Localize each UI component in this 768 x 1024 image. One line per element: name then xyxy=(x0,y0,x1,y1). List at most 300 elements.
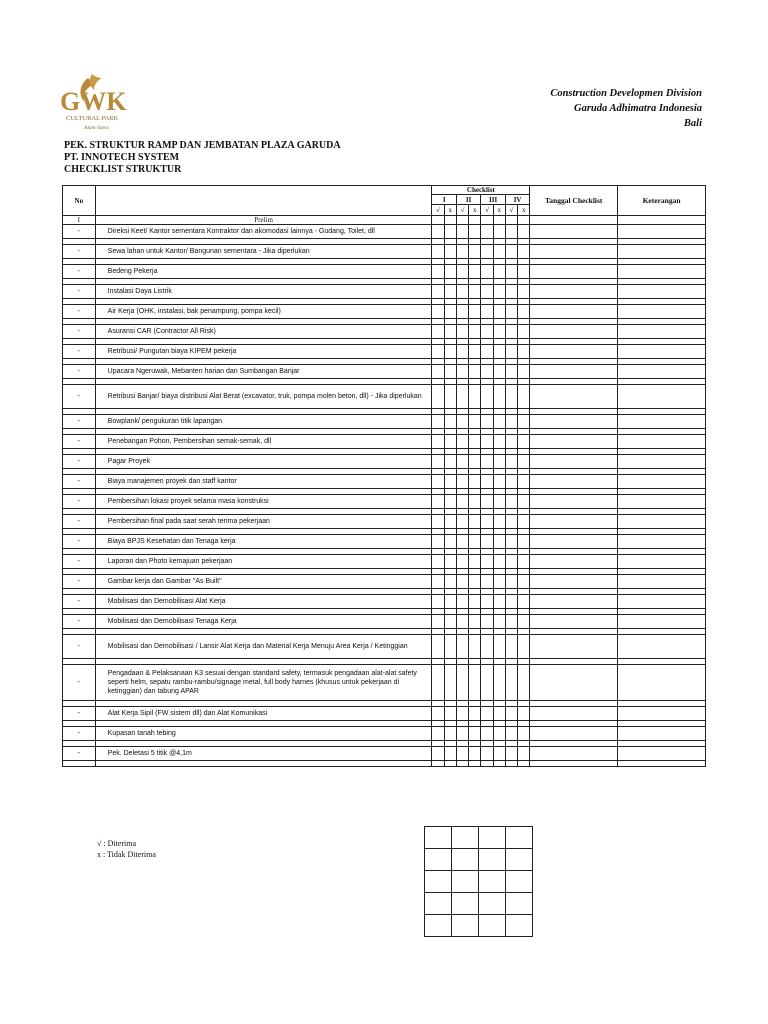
notes-cell[interactable] xyxy=(618,575,706,589)
date-cell[interactable] xyxy=(530,727,618,741)
accept-check-cell[interactable] xyxy=(505,345,517,359)
accept-check-cell[interactable] xyxy=(505,265,517,279)
accept-check-cell[interactable] xyxy=(456,225,468,239)
reject-check-cell[interactable] xyxy=(469,245,481,259)
accept-check-cell[interactable] xyxy=(505,535,517,549)
accept-check-cell[interactable] xyxy=(456,385,468,409)
item-number: - xyxy=(63,365,96,379)
reject-check-cell[interactable] xyxy=(518,225,530,239)
reject-check-cell[interactable] xyxy=(518,727,530,741)
reject-check-cell[interactable] xyxy=(518,345,530,359)
reject-check-cell[interactable] xyxy=(469,285,481,299)
accept-check-cell[interactable] xyxy=(456,435,468,449)
item-number: - xyxy=(63,245,96,259)
accept-check-cell[interactable] xyxy=(505,475,517,489)
accept-check-cell[interactable] xyxy=(505,575,517,589)
accept-check-cell[interactable] xyxy=(505,635,517,659)
reject-check-cell[interactable] xyxy=(518,435,530,449)
date-cell[interactable] xyxy=(530,575,618,589)
item-description: Pek. Deletasi 5 titik @4,1m xyxy=(95,747,432,761)
accept-check-cell[interactable] xyxy=(505,365,517,379)
reject-check-cell[interactable] xyxy=(493,225,505,239)
notes-cell[interactable] xyxy=(618,325,706,339)
accept-check-cell[interactable] xyxy=(481,515,493,529)
date-cell[interactable] xyxy=(530,475,618,489)
header-date: Tanggal Checklist xyxy=(530,186,618,216)
reject-check-cell[interactable] xyxy=(493,475,505,489)
accept-check-cell[interactable] xyxy=(456,575,468,589)
notes-cell[interactable] xyxy=(618,475,706,489)
accept-check-cell[interactable] xyxy=(456,635,468,659)
spacer-cell xyxy=(481,761,493,767)
reject-check-cell[interactable] xyxy=(469,345,481,359)
accept-check-cell[interactable] xyxy=(505,325,517,339)
reject-check-cell[interactable] xyxy=(518,365,530,379)
accept-check-cell[interactable] xyxy=(432,305,444,319)
accept-check-cell[interactable] xyxy=(505,747,517,761)
date-cell[interactable] xyxy=(530,365,618,379)
reject-check-cell[interactable] xyxy=(444,515,456,529)
accept-check-cell[interactable] xyxy=(481,595,493,609)
item-description: Instalasi Daya Listrik xyxy=(95,285,432,299)
accept-check-cell[interactable] xyxy=(481,305,493,319)
notes-cell[interactable] xyxy=(618,455,706,469)
accept-check-cell[interactable] xyxy=(481,707,493,721)
accept-check-cell[interactable] xyxy=(456,555,468,569)
reject-check-cell[interactable] xyxy=(444,415,456,429)
reject-check-cell[interactable] xyxy=(493,285,505,299)
accept-check-cell[interactable] xyxy=(505,515,517,529)
reject-check-cell[interactable] xyxy=(444,495,456,509)
accept-check-cell[interactable] xyxy=(481,325,493,339)
reject-check-cell[interactable] xyxy=(493,575,505,589)
date-cell[interactable] xyxy=(530,615,618,629)
accept-check-cell[interactable] xyxy=(505,435,517,449)
accept-check-cell[interactable] xyxy=(505,225,517,239)
accept-check-cell[interactable] xyxy=(481,475,493,489)
reject-check-cell[interactable] xyxy=(469,555,481,569)
reject-check-cell[interactable] xyxy=(469,595,481,609)
accept-check-cell[interactable] xyxy=(481,665,493,701)
signature-cell[interactable] xyxy=(452,915,479,937)
spacer-cell xyxy=(493,761,505,767)
reject-check-cell[interactable] xyxy=(469,575,481,589)
accept-check-cell[interactable] xyxy=(456,365,468,379)
accept-check-cell[interactable] xyxy=(481,225,493,239)
accept-check-cell[interactable] xyxy=(432,635,444,659)
reject-check-cell[interactable] xyxy=(493,495,505,509)
accept-check-cell[interactable] xyxy=(481,385,493,409)
accept-check-cell[interactable] xyxy=(481,245,493,259)
notes-cell[interactable] xyxy=(618,615,706,629)
date-cell[interactable] xyxy=(530,325,618,339)
signature-cell[interactable] xyxy=(452,871,479,893)
reject-check-cell[interactable] xyxy=(493,455,505,469)
accept-check-cell[interactable] xyxy=(432,535,444,549)
reject-check-cell[interactable] xyxy=(518,265,530,279)
signature-cell[interactable] xyxy=(479,827,506,849)
item-number: - xyxy=(63,345,96,359)
accept-check-cell[interactable] xyxy=(505,415,517,429)
date-cell[interactable] xyxy=(530,515,618,529)
reject-check-cell[interactable] xyxy=(493,747,505,761)
accept-check-cell[interactable] xyxy=(456,495,468,509)
accept-check-cell[interactable] xyxy=(481,455,493,469)
reject-check-cell[interactable] xyxy=(444,475,456,489)
signature-cell[interactable] xyxy=(452,893,479,915)
accept-check-cell[interactable] xyxy=(432,575,444,589)
reject-check-cell[interactable] xyxy=(493,555,505,569)
accept-check-cell[interactable] xyxy=(481,615,493,629)
reject-check-cell[interactable] xyxy=(493,265,505,279)
accept-check-cell[interactable] xyxy=(456,415,468,429)
reject-check-cell[interactable] xyxy=(493,727,505,741)
signature-cell[interactable] xyxy=(479,893,506,915)
accept-check-cell[interactable] xyxy=(432,455,444,469)
date-cell[interactable] xyxy=(530,225,618,239)
location: Bali xyxy=(683,118,702,129)
accept-check-cell[interactable] xyxy=(432,245,444,259)
date-cell[interactable] xyxy=(530,455,618,469)
accept-check-cell[interactable] xyxy=(432,515,444,529)
reject-check-cell[interactable] xyxy=(444,595,456,609)
accept-check-cell[interactable] xyxy=(456,265,468,279)
accept-check-cell[interactable] xyxy=(432,495,444,509)
checklist-item-row xyxy=(63,265,706,279)
reject-check-cell[interactable] xyxy=(469,265,481,279)
reject-check-cell[interactable] xyxy=(518,385,530,409)
notes-cell[interactable] xyxy=(618,245,706,259)
legend xyxy=(97,838,156,860)
accept-check-cell[interactable] xyxy=(432,325,444,339)
reject-check-cell[interactable] xyxy=(444,727,456,741)
reject-check-cell[interactable] xyxy=(469,365,481,379)
accept-check-cell[interactable] xyxy=(505,495,517,509)
reject-check-cell[interactable] xyxy=(493,345,505,359)
reject-check-cell[interactable] xyxy=(493,435,505,449)
accept-check-cell[interactable] xyxy=(505,455,517,469)
accept-check-cell[interactable] xyxy=(505,615,517,629)
signature-cell[interactable] xyxy=(425,827,452,849)
accept-check-cell[interactable] xyxy=(432,727,444,741)
reject-check-cell[interactable] xyxy=(444,325,456,339)
accept-check-cell[interactable] xyxy=(505,385,517,409)
accept-check-cell[interactable] xyxy=(432,665,444,701)
reject-check-cell[interactable] xyxy=(518,665,530,701)
reject-check-cell[interactable] xyxy=(493,515,505,529)
signature-cell[interactable] xyxy=(479,915,506,937)
checklist-table xyxy=(62,185,706,767)
signature-cell[interactable] xyxy=(425,849,452,871)
item-number: - xyxy=(63,635,96,659)
reject-check-cell[interactable] xyxy=(444,435,456,449)
notes-cell[interactable] xyxy=(618,535,706,549)
signature-cell[interactable] xyxy=(479,871,506,893)
reject-check-cell[interactable] xyxy=(444,635,456,659)
mark-accepted: √ xyxy=(481,205,493,216)
reject-check-cell[interactable] xyxy=(469,475,481,489)
reject-check-cell[interactable] xyxy=(493,305,505,319)
date-cell[interactable] xyxy=(530,345,618,359)
reject-check-cell[interactable] xyxy=(493,325,505,339)
reject-check-cell[interactable] xyxy=(493,415,505,429)
accept-check-cell[interactable] xyxy=(456,535,468,549)
notes-cell[interactable] xyxy=(618,635,706,659)
notes-cell[interactable] xyxy=(618,265,706,279)
accept-check-cell[interactable] xyxy=(505,665,517,701)
accept-check-cell[interactable] xyxy=(456,515,468,529)
reject-check-cell[interactable] xyxy=(518,595,530,609)
reject-check-cell[interactable] xyxy=(444,305,456,319)
reject-check-cell[interactable] xyxy=(518,285,530,299)
accept-check-cell[interactable] xyxy=(505,595,517,609)
checklist-item-row xyxy=(63,727,706,741)
reject-check-cell[interactable] xyxy=(518,455,530,469)
signature-cell[interactable] xyxy=(506,849,533,871)
reject-check-cell[interactable] xyxy=(444,455,456,469)
accept-check-cell[interactable] xyxy=(456,707,468,721)
reject-check-cell[interactable] xyxy=(469,515,481,529)
accept-check-cell[interactable] xyxy=(432,285,444,299)
accept-check-cell[interactable] xyxy=(481,415,493,429)
checklist-item-row xyxy=(63,475,706,489)
reject-check-cell[interactable] xyxy=(518,495,530,509)
reject-check-cell[interactable] xyxy=(469,665,481,701)
accept-check-cell[interactable] xyxy=(456,595,468,609)
date-cell[interactable] xyxy=(530,747,618,761)
accept-check-cell[interactable] xyxy=(456,747,468,761)
notes-cell[interactable] xyxy=(618,727,706,741)
division-name: Construction Developmen Division xyxy=(550,88,702,99)
accept-check-cell[interactable] xyxy=(481,495,493,509)
notes-cell[interactable] xyxy=(618,665,706,701)
signature-cell[interactable] xyxy=(425,893,452,915)
spacer-row xyxy=(63,761,706,767)
reject-check-cell[interactable] xyxy=(469,635,481,659)
notes-cell[interactable] xyxy=(618,305,706,319)
signature-cell[interactable] xyxy=(452,849,479,871)
notes-cell[interactable] xyxy=(618,707,706,721)
reject-check-cell[interactable] xyxy=(518,515,530,529)
reject-check-cell[interactable] xyxy=(469,747,481,761)
reject-check-cell[interactable] xyxy=(469,415,481,429)
reject-check-cell[interactable] xyxy=(444,365,456,379)
accept-check-cell[interactable] xyxy=(481,345,493,359)
reject-check-cell[interactable] xyxy=(444,575,456,589)
notes-cell[interactable] xyxy=(618,285,706,299)
notes-cell[interactable] xyxy=(618,415,706,429)
reject-check-cell[interactable] xyxy=(444,265,456,279)
reject-check-cell[interactable] xyxy=(469,615,481,629)
accept-check-cell[interactable] xyxy=(481,747,493,761)
reject-check-cell[interactable] xyxy=(518,325,530,339)
notes-cell[interactable] xyxy=(618,595,706,609)
accept-check-cell[interactable] xyxy=(456,665,468,701)
reject-check-cell[interactable] xyxy=(469,455,481,469)
accept-check-cell[interactable] xyxy=(505,727,517,741)
accept-check-cell[interactable] xyxy=(505,305,517,319)
accept-check-cell[interactable] xyxy=(456,727,468,741)
accept-check-cell[interactable] xyxy=(456,325,468,339)
signature-cell[interactable] xyxy=(506,893,533,915)
accept-check-cell[interactable] xyxy=(432,475,444,489)
date-cell[interactable] xyxy=(530,385,618,409)
reject-check-cell[interactable] xyxy=(469,495,481,509)
notes-cell[interactable] xyxy=(618,747,706,761)
spacer-cell xyxy=(518,761,530,767)
accept-check-cell[interactable] xyxy=(505,245,517,259)
item-description: Bedeng Pekerja xyxy=(95,265,432,279)
notes-cell[interactable] xyxy=(618,225,706,239)
reject-check-cell[interactable] xyxy=(469,435,481,449)
reject-check-cell[interactable] xyxy=(444,615,456,629)
notes-cell[interactable] xyxy=(618,345,706,359)
notes-cell[interactable] xyxy=(618,365,706,379)
spacer-cell xyxy=(456,761,468,767)
reject-check-cell[interactable] xyxy=(469,325,481,339)
accept-check-cell[interactable] xyxy=(481,535,493,549)
reject-check-cell[interactable] xyxy=(493,595,505,609)
notes-cell[interactable] xyxy=(618,385,706,409)
reject-check-cell[interactable] xyxy=(469,225,481,239)
accept-check-cell[interactable] xyxy=(432,415,444,429)
reject-check-cell[interactable] xyxy=(444,245,456,259)
date-cell[interactable] xyxy=(530,415,618,429)
accept-check-cell[interactable] xyxy=(432,555,444,569)
reject-check-cell[interactable] xyxy=(493,635,505,659)
reject-check-cell[interactable] xyxy=(493,615,505,629)
date-cell[interactable] xyxy=(530,555,618,569)
date-cell[interactable] xyxy=(530,665,618,701)
date-cell[interactable] xyxy=(530,285,618,299)
reject-check-cell[interactable] xyxy=(518,555,530,569)
accept-check-cell[interactable] xyxy=(432,595,444,609)
accept-check-cell[interactable] xyxy=(481,285,493,299)
reject-check-cell[interactable] xyxy=(444,225,456,239)
reject-check-cell[interactable] xyxy=(493,665,505,701)
reject-check-cell[interactable] xyxy=(518,635,530,659)
reject-check-cell[interactable] xyxy=(444,385,456,409)
reject-check-cell[interactable] xyxy=(469,707,481,721)
reject-check-cell[interactable] xyxy=(518,415,530,429)
accept-check-cell[interactable] xyxy=(432,747,444,761)
date-cell[interactable] xyxy=(530,245,618,259)
svg-text:CULTURAL PARK: CULTURAL PARK xyxy=(66,115,119,122)
date-cell[interactable] xyxy=(530,495,618,509)
notes-cell[interactable] xyxy=(618,555,706,569)
accept-check-cell[interactable] xyxy=(505,555,517,569)
accept-check-cell[interactable] xyxy=(456,245,468,259)
reject-check-cell[interactable] xyxy=(469,535,481,549)
reject-check-cell[interactable] xyxy=(518,475,530,489)
signature-cell[interactable] xyxy=(479,849,506,871)
accept-check-cell[interactable] xyxy=(481,265,493,279)
reject-check-cell[interactable] xyxy=(518,245,530,259)
date-cell[interactable] xyxy=(530,707,618,721)
signature-cell[interactable] xyxy=(506,871,533,893)
accept-check-cell[interactable] xyxy=(481,575,493,589)
accept-check-cell[interactable] xyxy=(456,615,468,629)
reject-check-cell[interactable] xyxy=(493,365,505,379)
reject-check-cell[interactable] xyxy=(444,555,456,569)
reject-check-cell[interactable] xyxy=(493,535,505,549)
accept-check-cell[interactable] xyxy=(456,345,468,359)
accept-check-cell[interactable] xyxy=(481,365,493,379)
signature-cell[interactable] xyxy=(452,827,479,849)
accept-check-cell[interactable] xyxy=(432,365,444,379)
checklist-item-row xyxy=(63,615,706,629)
reject-check-cell[interactable] xyxy=(469,305,481,319)
date-cell[interactable] xyxy=(530,535,618,549)
accept-check-cell[interactable] xyxy=(481,727,493,741)
reject-check-cell[interactable] xyxy=(444,665,456,701)
reject-check-cell[interactable] xyxy=(444,535,456,549)
accept-check-cell[interactable] xyxy=(432,707,444,721)
item-number: - xyxy=(63,385,96,409)
accept-check-cell[interactable] xyxy=(432,435,444,449)
reject-check-cell[interactable] xyxy=(444,707,456,721)
reject-check-cell[interactable] xyxy=(493,707,505,721)
date-cell[interactable] xyxy=(530,305,618,319)
accept-check-cell[interactable] xyxy=(505,707,517,721)
mark-accepted: √ xyxy=(432,205,444,216)
accept-check-cell[interactable] xyxy=(481,555,493,569)
accept-check-cell[interactable] xyxy=(432,225,444,239)
reject-check-cell[interactable] xyxy=(518,535,530,549)
item-description: Penebangan Pohon, Pembersihan semak-semak, dll xyxy=(95,435,432,449)
accept-check-cell[interactable] xyxy=(481,635,493,659)
signature-cell[interactable] xyxy=(425,871,452,893)
date-cell[interactable] xyxy=(530,635,618,659)
accept-check-cell[interactable] xyxy=(432,345,444,359)
reject-check-cell[interactable] xyxy=(518,575,530,589)
signature-cell[interactable] xyxy=(425,915,452,937)
checklist-item-row xyxy=(63,535,706,549)
reject-check-cell[interactable] xyxy=(518,305,530,319)
reject-check-cell[interactable] xyxy=(518,707,530,721)
reject-check-cell[interactable] xyxy=(469,385,481,409)
reject-check-cell[interactable] xyxy=(444,747,456,761)
accept-check-cell[interactable] xyxy=(456,285,468,299)
notes-cell[interactable] xyxy=(618,435,706,449)
reject-check-cell[interactable] xyxy=(493,385,505,409)
reject-check-cell[interactable] xyxy=(493,245,505,259)
accept-check-cell[interactable] xyxy=(432,615,444,629)
accept-check-cell[interactable] xyxy=(505,285,517,299)
signature-cell[interactable] xyxy=(506,827,533,849)
accept-check-cell[interactable] xyxy=(456,305,468,319)
accept-check-cell[interactable] xyxy=(456,475,468,489)
date-cell[interactable] xyxy=(530,435,618,449)
reject-check-cell[interactable] xyxy=(444,345,456,359)
reject-check-cell[interactable] xyxy=(518,747,530,761)
accept-check-cell[interactable] xyxy=(432,265,444,279)
reject-check-cell[interactable] xyxy=(518,615,530,629)
accept-check-cell[interactable] xyxy=(432,385,444,409)
accept-check-cell[interactable] xyxy=(481,435,493,449)
signature-cell[interactable] xyxy=(506,915,533,937)
accept-check-cell[interactable] xyxy=(456,455,468,469)
checklist-item-row xyxy=(63,635,706,659)
reject-check-cell[interactable] xyxy=(444,285,456,299)
notes-cell[interactable] xyxy=(618,515,706,529)
notes-cell[interactable] xyxy=(618,495,706,509)
header-phase-4: IV xyxy=(505,195,529,205)
date-cell[interactable] xyxy=(530,595,618,609)
svg-text:GWK: GWK xyxy=(60,87,127,116)
reject-check-cell[interactable] xyxy=(469,727,481,741)
date-cell[interactable] xyxy=(530,265,618,279)
